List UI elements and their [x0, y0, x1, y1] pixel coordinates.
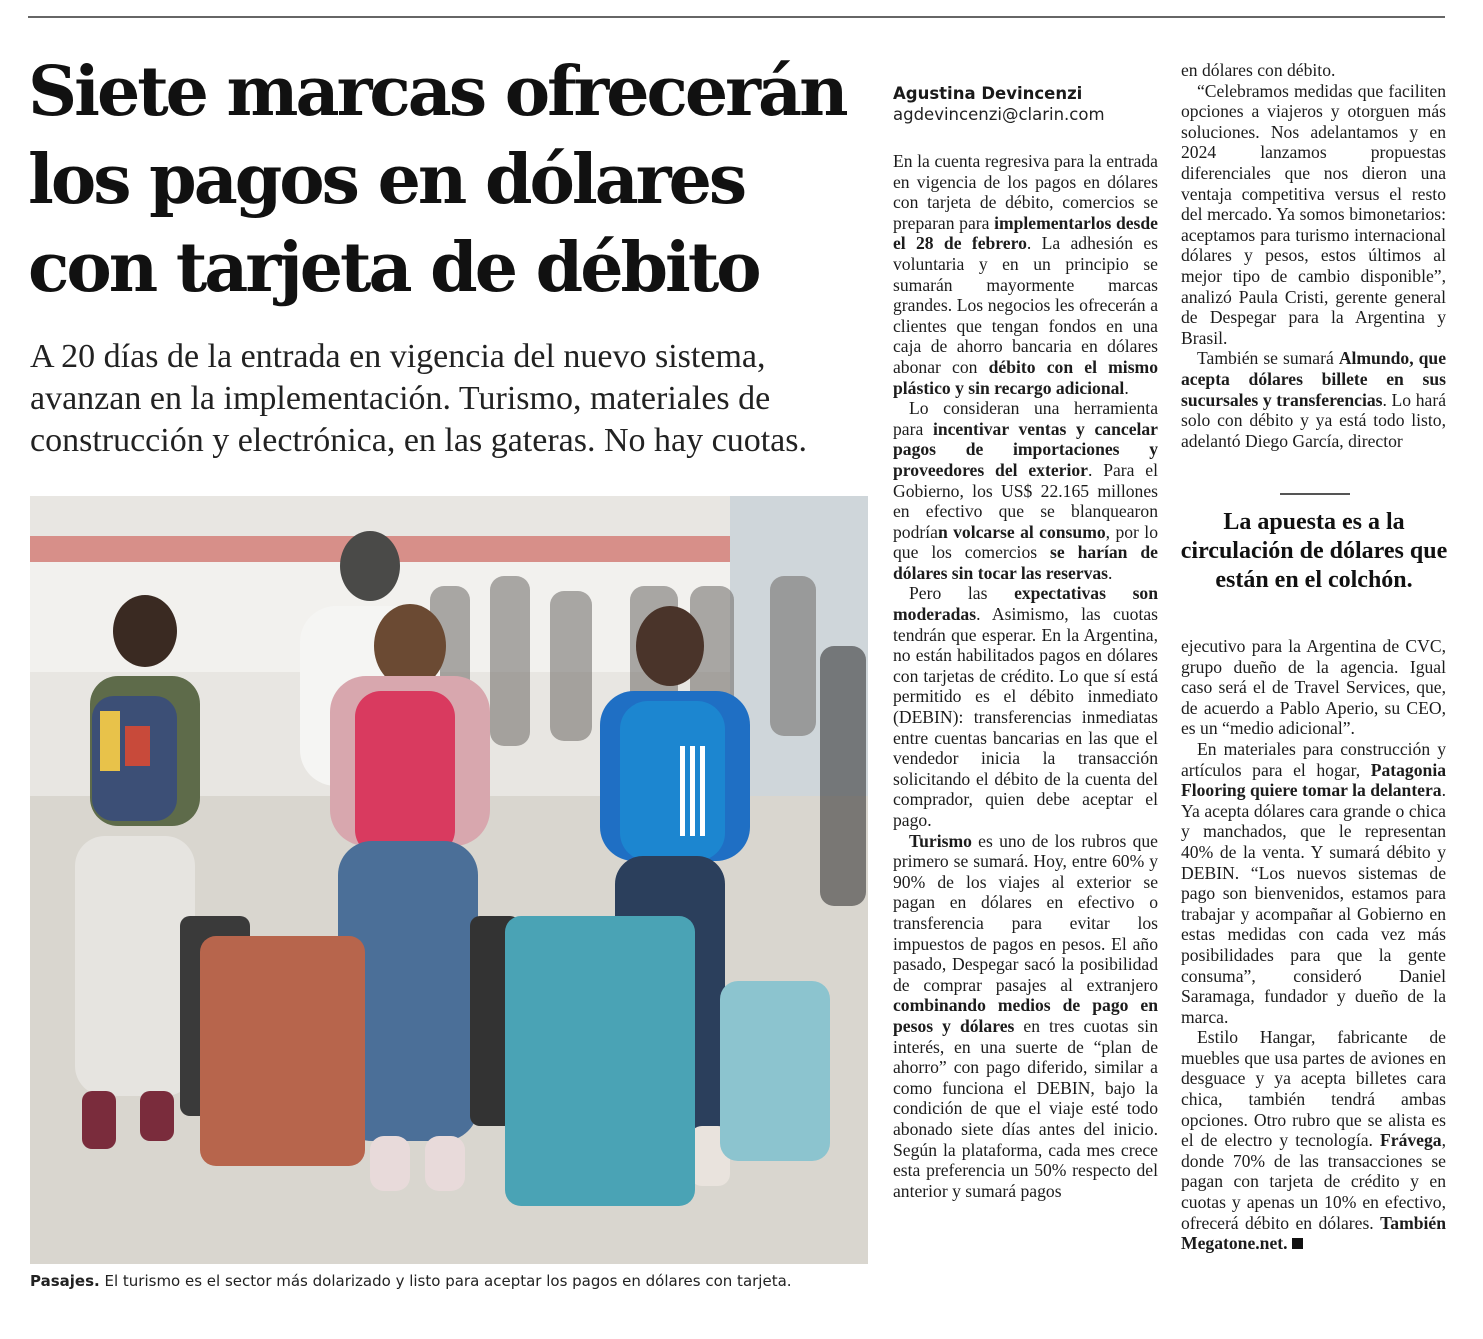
paragraph: en dólares con débito. [1181, 60, 1336, 80]
caption-lead: Pasajes. [30, 1272, 100, 1290]
pink-backpack [355, 691, 455, 856]
quote-paragraph: “Celebramos medidas que faciliten opciones a viajeros y otorguen más soluciones. Nos adelantamos y en 2024 lanzamos propuestas diferenciales que nos dieron una ventaja competitiva versus el resto del mercado. Ya somos bimonetarios: aceptamos para turismo internacional dólares y pesos, estos últimos al mejor tipo de cambio disponible”, analizó Paula Cristi, gerente general de Despegar para la Argentina y Brasil. [1181, 80, 1446, 348]
paragraph: Lo consideran una herramienta para incentivar ventas y cancelar pagos de importaciones y proveedores del exterior. Para el Gobierno, los US$ 22.165 millones en efectivo que se blanquearon podrían volcarse al consumo, por lo que los comercios se harían de dólares sin tocar las reservas. [893, 398, 1159, 583]
paragraph: Turismo es uno de los rubros que primero se sumará. Hoy, entre 60% y 90% de los viajes al exterior se pagan en dólares en efectivo o transferencia para evitar los impuestos de pagos en pesos. El año pasado, Despegar sacó la posibilidad de comprar pasajes al extranjero combinando medios de pago en pesos y dólares en tres cuotas sin interés, en una suerte de “plan de ahorro” con pago diferido, similar a como funciona el DEBIN, bajo la condición de que el viaje esté todo abonado siete días antes del inicio. Según la plataforma, cada mes crece esta preferencia un 50% respecto del anterior y sumará pagos [893, 830, 1158, 1201]
column-2-top [1181, 60, 1446, 451]
byline [893, 84, 1158, 126]
paragraph: También se sumará Almundo, que acepta dólares billete en sus sucursales y transferencias. Lo hará solo con débito y ya está todo listo, adelantó Diego García, director [1181, 348, 1447, 451]
paragraph: Estilo Hangar, fabricante de muebles que usa partes de aviones en desguace y ya acepta billetes cara chica, también tendrá ambas opciones. Otro rubro que se alista es el de electro y tecnología. Frávega, donde 70% de las transacciones se pagan con tarjeta de crédito y en cuotas y apenas un 10% en efectivo, ofrecerá débito en dólares. También Megatone.net. [1181, 1027, 1446, 1254]
article-photo [30, 496, 868, 1264]
teal-suitcase [505, 916, 695, 1206]
author-email[interactable]: agdevincenzi@clarin.com [893, 105, 1105, 124]
paragraph: ejecutivo para la Argentina de CVC, grupo dueño de la agencia. Igual caso será el de Travel Services, que, de acuerdo a Pablo Aperio, su CEO, es un “medio adicional”. [1181, 636, 1446, 739]
end-of-article-mark [1292, 1238, 1303, 1249]
copper-suitcase [200, 936, 365, 1166]
paragraph: En la cuenta regresiva para la entrada en vigencia de los pagos en dólares con tarjeta de débito, comercios se preparan para implementarlos desde el 28 de febrero. La adhesión es voluntaria y en un principio se sumarán mayormente marcas grandes. Los negocios les ofrecerán a clientes que tengan fondos en una caja de ahorro bancaria en dólares abonar con débito con el mismo plástico y sin recargo adicional. [893, 151, 1158, 398]
pullquote-rule [1280, 493, 1350, 495]
airport-travelers-illustration [30, 496, 868, 1264]
light-blue-suitcase [720, 981, 830, 1161]
paragraph: Pero las expectativas son moderadas. Asimismo, las cuotas tendrán que esperar. En la Argentina, no están habilitados pagos en dólares con tarjetas de crédito. Lo que sí está permitido es el débito inmediato (DEBIN): transferencias inmediatas entre cuentas bancarias en las que el vendedor inicia la transacción solicitando el débito de la cuenta del comprador, quien debe aceptar el pago. [893, 583, 1158, 830]
deck-subtitle: A 20 días de la entrada en vigencia del nuevo sistema, avanzan en la implementación. Turismo, materiales de construcción y electrónica, en las gateras. No hay cuotas. [30, 338, 807, 459]
photo-caption [30, 1271, 880, 1291]
column-1 [893, 151, 1158, 1201]
author-name: Agustina Devincenzi [893, 84, 1083, 103]
blue-backpack [620, 701, 725, 861]
headline: Siete marcas ofrecerán los pagos en dólares con tarjeta de débito [28, 52, 846, 308]
paragraph: En materiales para construcción y artículos para el hogar, Patagonia Flooring quiere tomar la delantera. Ya acepta dólares cara grande o chica y manchados, que le representan 40% de la venta. Y sumará débito y DEBIN. “Los nuevos sistemas de pago son bienvenidos, estamos para trabajar y acompañar al Gobierno en estas medidas con cada vez más posibilidades para que la gente consuma”, consideró Daniel Saramaga, fundador y dueño de la marca. [1181, 738, 1446, 1027]
pullquote: La apuesta es a la circulación de dólares que están en el colchón. [1180, 509, 1448, 593]
caption-text: El turismo es el sector más dolarizado y listo para aceptar los pagos en dólares con tarjeta. [99, 1272, 792, 1290]
column-2-bottom [1181, 636, 1446, 1254]
top-rule [28, 16, 1445, 18]
